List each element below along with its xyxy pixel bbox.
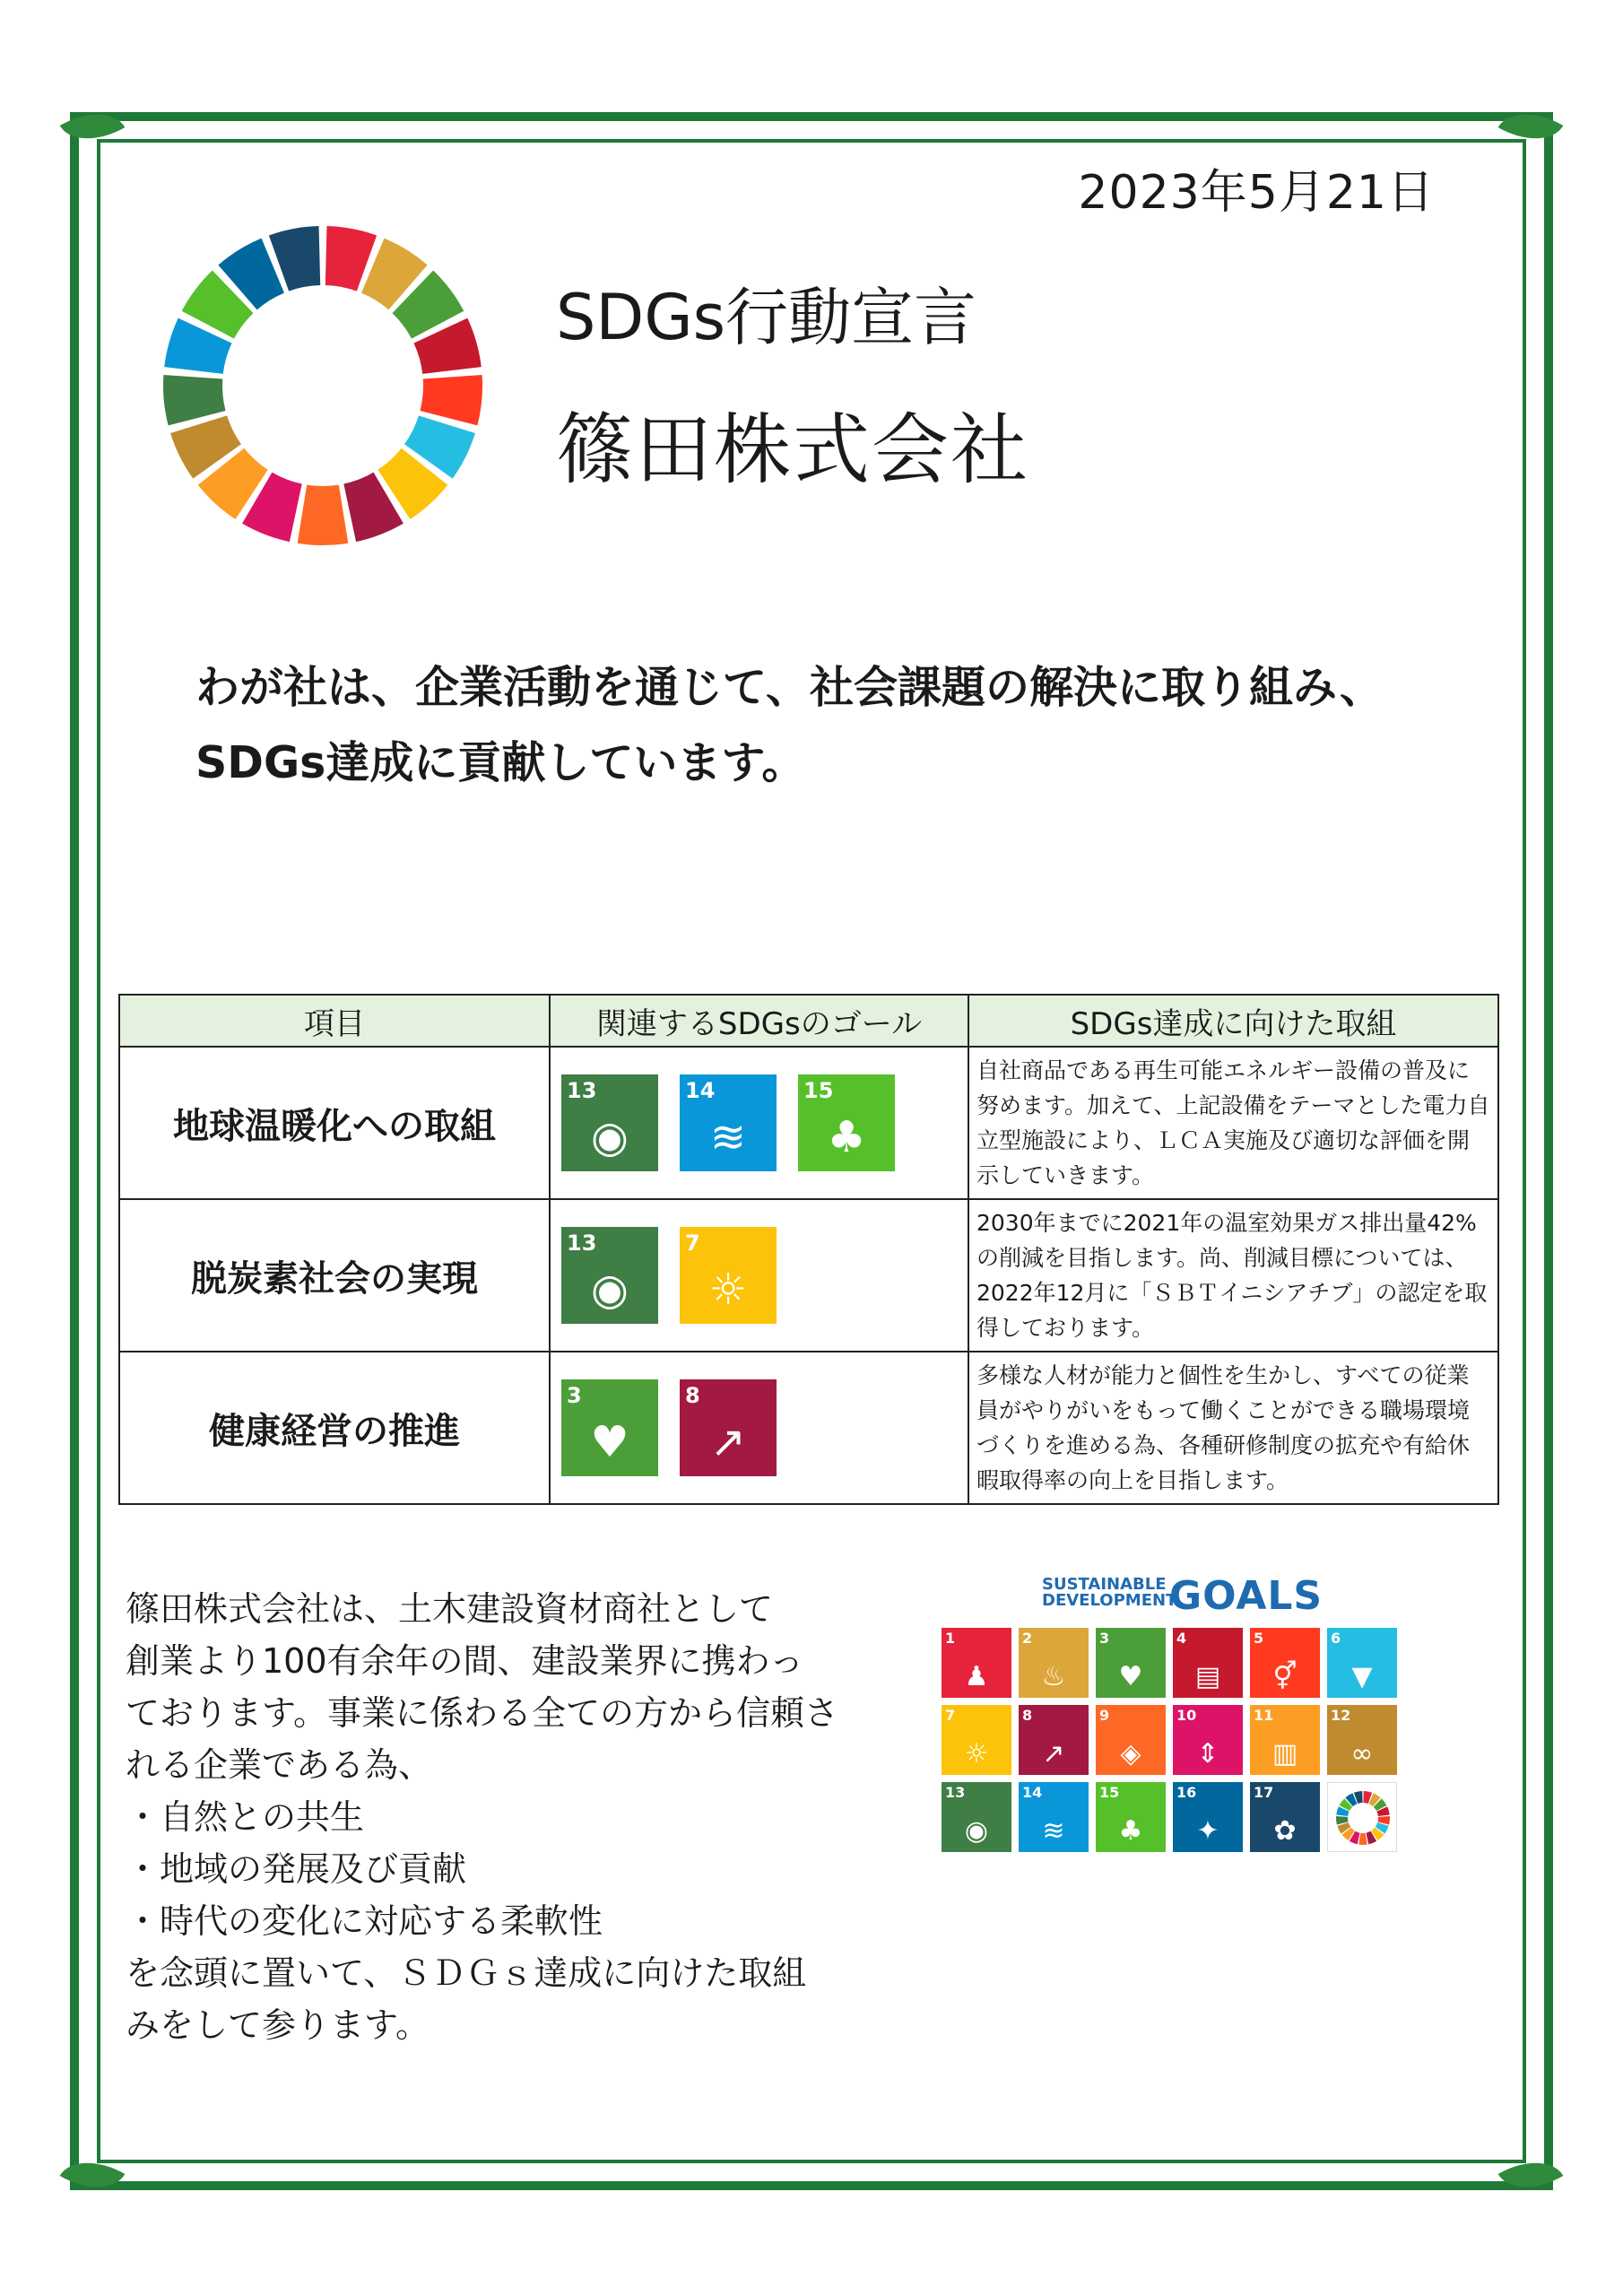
sdg-goal-tile-4 xyxy=(1173,1628,1243,1698)
sdg-goal-tile-16 xyxy=(1173,1782,1243,1852)
mission-statement xyxy=(195,650,1384,801)
closing-line: れる企業である為、 xyxy=(126,1745,433,1785)
tile-number: 10 xyxy=(1176,1707,1197,1724)
table-row xyxy=(119,1352,1498,1504)
sdgs-wheel-icon xyxy=(161,224,484,547)
tile-glyph: ⇕ xyxy=(1196,1738,1219,1770)
tile-glyph: ◈ xyxy=(1120,1738,1141,1770)
tile-number: 5 xyxy=(1254,1630,1264,1647)
tile-glyph: ▼ xyxy=(1351,1661,1373,1692)
sdg-goal-tile-3 xyxy=(1096,1628,1166,1698)
goal-glyph: ♥ xyxy=(590,1417,629,1467)
eye-earth-icon xyxy=(561,1227,658,1324)
tile-number: 6 xyxy=(1331,1630,1341,1647)
goal-glyph: ↗ xyxy=(709,1417,747,1467)
sdg-goal-tile-17 xyxy=(1250,1782,1320,1852)
tile-number: 1 xyxy=(945,1630,956,1647)
row-goal-icons xyxy=(550,1352,968,1504)
wheel-segment xyxy=(298,485,349,545)
tile-number: 14 xyxy=(1022,1784,1043,1801)
sdg-goal-tile-14 xyxy=(1019,1782,1089,1852)
closing-line: ・自然との共生 xyxy=(126,1797,365,1837)
sdgs-initiatives-table xyxy=(118,994,1499,1505)
tile-glyph: ◉ xyxy=(964,1815,989,1847)
tile-glyph: ↗ xyxy=(1042,1738,1065,1770)
sdg-goal-tile-13 xyxy=(942,1782,1011,1852)
wheel-segment xyxy=(420,375,482,425)
row-goal-icons xyxy=(550,1199,968,1352)
heartbeat-icon xyxy=(561,1379,658,1476)
sdgs-logo-goals-word: GOALS xyxy=(1169,1573,1324,1619)
tile-number: 8 xyxy=(1022,1707,1033,1724)
closing-line: を念頭に置いて、ＳＤＧｓ達成に向けた取組 xyxy=(126,1953,807,1993)
sdg-wheel-tile xyxy=(1327,1782,1397,1852)
row-initiative-description: 自社商品である再生可能エネルギー設備の普及に努めます。加えて、上記設備をテーマとした電力自立型施設により、ＬＣＡ実施及び適切な評価を開示していきます。 xyxy=(968,1047,1498,1199)
wheel-segment xyxy=(163,375,226,425)
tree-icon xyxy=(798,1074,895,1171)
closing-line: ・時代の変化に対応する柔軟性 xyxy=(126,1901,603,1941)
sdg-goal-tile-5 xyxy=(1250,1628,1320,1698)
tile-glyph: ✦ xyxy=(1196,1815,1219,1847)
sdg-goal-tile-8 xyxy=(1019,1705,1089,1775)
wheel-segment xyxy=(1358,1833,1367,1845)
table-row xyxy=(119,1199,1498,1352)
tile-glyph: ▥ xyxy=(1271,1738,1298,1770)
row-initiative-description: 2030年までに2021年の温室効果ガス排出量42%の削減を目指します。尚、削減目標については、2022年12月に「ＳＢＴイニシアチブ」の認定を取得しております。 xyxy=(968,1199,1498,1352)
goal-number: 13 xyxy=(567,1078,597,1103)
sdg-goal-tile-15 xyxy=(1096,1782,1166,1852)
table-header-row xyxy=(119,995,1498,1047)
closing-line: みをして参ります。 xyxy=(126,2005,430,2045)
fish-icon xyxy=(680,1074,777,1171)
header-related-goals: 関連するSDGsのゴール xyxy=(550,995,968,1047)
declaration-date: 2023年5月21日 xyxy=(1078,166,1435,220)
row-item-label: 健康経営の推進 xyxy=(119,1352,550,1504)
eye-earth-icon xyxy=(561,1074,658,1171)
tile-number: 15 xyxy=(1099,1784,1120,1801)
tile-number: 9 xyxy=(1099,1707,1110,1724)
sdg-goal-tile-12 xyxy=(1327,1705,1397,1775)
sun-icon xyxy=(680,1227,777,1324)
goal-glyph: ☼ xyxy=(708,1265,748,1315)
tile-number: 17 xyxy=(1254,1784,1274,1801)
sdgs-logo-line-1: SUSTAINABLE xyxy=(1042,1575,1167,1594)
tile-glyph: ▤ xyxy=(1194,1661,1221,1692)
tile-number: 2 xyxy=(1022,1630,1033,1647)
tile-glyph: ⚥ xyxy=(1272,1661,1298,1692)
mini-wheel-icon xyxy=(1328,1783,1398,1853)
tile-glyph: ♨ xyxy=(1041,1661,1066,1692)
header-initiatives: SDGs達成に向けた取組 xyxy=(968,995,1498,1047)
sdg-goal-tile-1 xyxy=(942,1628,1011,1698)
tile-number: 13 xyxy=(945,1784,966,1801)
goal-glyph: ◉ xyxy=(591,1265,629,1315)
tile-glyph: ♣ xyxy=(1118,1815,1143,1847)
goal-number: 3 xyxy=(567,1383,582,1408)
tile-glyph: ≋ xyxy=(1042,1815,1065,1847)
tile-number: 11 xyxy=(1254,1707,1274,1724)
sdg-goal-tile-9 xyxy=(1096,1705,1166,1775)
goal-number: 13 xyxy=(567,1231,597,1256)
tile-number: 3 xyxy=(1099,1630,1110,1647)
goal-glyph: ≋ xyxy=(709,1112,747,1162)
tile-number: 4 xyxy=(1176,1630,1187,1647)
tile-glyph: ∞ xyxy=(1350,1738,1374,1770)
closing-statement xyxy=(126,1583,838,2051)
closing-line: 篠田株式会社は、土木建設資材商社として xyxy=(126,1589,774,1629)
growth-chart-icon xyxy=(680,1379,777,1476)
company-name: 篠田株式会社 xyxy=(556,405,1029,495)
goal-glyph: ◉ xyxy=(591,1112,629,1162)
sdg-goal-tile-10 xyxy=(1173,1705,1243,1775)
mission-line-2: SDGs達成に貢献しています。 xyxy=(195,737,806,788)
sdgs-logo-line-2: DEVELOPMENT xyxy=(1042,1591,1177,1610)
closing-line: ております。事業に係わる全ての方から信頼さ xyxy=(126,1693,838,1733)
goal-number: 15 xyxy=(803,1078,834,1103)
closing-line: ・地域の発展及び貢献 xyxy=(126,1849,467,1889)
goal-number: 8 xyxy=(685,1383,700,1408)
goal-number: 14 xyxy=(685,1078,716,1103)
tile-glyph: ♥ xyxy=(1118,1661,1143,1692)
declaration-title: SDGs行動宣言 xyxy=(556,281,977,354)
tile-glyph: ✿ xyxy=(1273,1815,1297,1847)
mission-line-1: わが社は、企業活動を通じて、社会課題の解決に取り組み、 xyxy=(195,662,1384,713)
tile-number: 16 xyxy=(1176,1784,1197,1801)
tile-glyph: ☼ xyxy=(964,1738,989,1770)
row-initiative-description: 多様な人材が能力と個性を生かし、すべての従業員がやりがいをもって働くことができる職場環境づくりを進める為、各種研修制度の拡充や有給休暇取得率の向上を目指します。 xyxy=(968,1352,1498,1504)
sdgs-logo-title xyxy=(1042,1573,1324,1622)
tile-number: 12 xyxy=(1331,1707,1351,1724)
row-item-label: 地球温暖化への取組 xyxy=(119,1047,550,1199)
row-item-label: 脱炭素社会の実現 xyxy=(119,1199,550,1352)
tile-glyph: ♟ xyxy=(964,1661,989,1692)
sdg-goal-tile-7 xyxy=(942,1705,1011,1775)
row-goal-icons xyxy=(550,1047,968,1199)
sdg-goal-tile-11 xyxy=(1250,1705,1320,1775)
sdg-goal-tile-6 xyxy=(1327,1628,1397,1698)
table-row xyxy=(119,1047,1498,1199)
sdg-goal-tile-2 xyxy=(1019,1628,1089,1698)
header-item: 項目 xyxy=(119,995,550,1047)
tile-number: 7 xyxy=(945,1707,956,1724)
goal-glyph: ♣ xyxy=(827,1112,866,1162)
closing-line: 創業より100有余年の間、建設業界に携わっ xyxy=(126,1641,804,1681)
goal-number: 7 xyxy=(685,1231,700,1256)
